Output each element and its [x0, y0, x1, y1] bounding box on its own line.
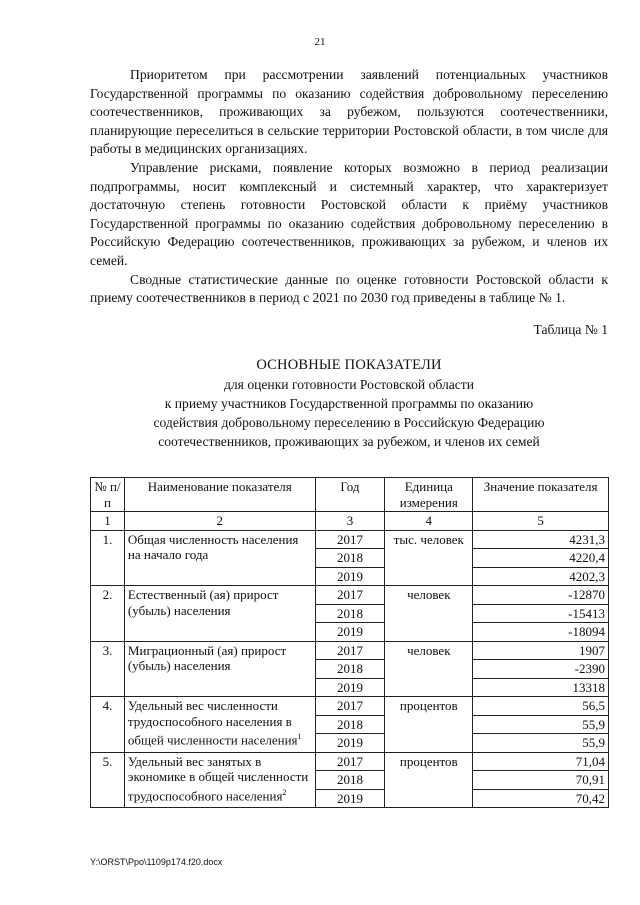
value-cell: 70,91: [473, 771, 609, 790]
column-number: 4: [385, 512, 473, 531]
year-cell: 2018: [315, 604, 385, 623]
indicator-name-cell: [124, 586, 315, 642]
table-row: [91, 530, 609, 549]
indicator-name-cell: [124, 530, 315, 586]
value-cell: 56,5: [473, 697, 609, 716]
value-cell: 55,9: [473, 734, 609, 753]
column-number: 2: [124, 512, 315, 531]
value-cell: 13318: [473, 678, 609, 697]
row-number: 3.: [91, 641, 125, 697]
table-label: Таблица № 1: [533, 322, 608, 337]
row-number: 1.: [91, 530, 125, 586]
indicator-name: Общая численность населения на начало года: [127, 531, 299, 562]
table-row: [91, 641, 609, 660]
year-cell: 2018: [315, 715, 385, 734]
column-number: 3: [315, 512, 385, 531]
value-cell: 55,9: [473, 715, 609, 734]
unit-cell: человек: [385, 586, 473, 642]
value-cell: 4220,4: [473, 549, 609, 568]
value-cell: -12870: [473, 586, 609, 605]
header-num: № п/п: [91, 478, 125, 512]
indicators-table: [90, 477, 609, 808]
year-cell: 2017: [315, 697, 385, 716]
heading-line: для оценки готовности Ростовской области: [223, 377, 475, 392]
body-text: [90, 66, 608, 308]
indicator-name: Удельный вес численности трудоспособного населения в общей численности населения: [127, 698, 298, 748]
unit-cell: процентов: [385, 697, 473, 753]
indicator-name-cell: [124, 641, 315, 697]
table-row: [91, 697, 609, 716]
value-cell: 71,04: [473, 752, 609, 771]
heading-line: к приему участников Государственной программы по оказанию: [164, 396, 534, 411]
year-cell: 2019: [315, 678, 385, 697]
value-cell: 4202,3: [473, 567, 609, 586]
row-number: 5.: [91, 752, 125, 808]
table-row: [91, 752, 609, 771]
heading-line: содействия добровольному переселению в Российскую Федерацию: [153, 415, 545, 430]
value-cell: 4231,3: [473, 530, 609, 549]
row-number: 2.: [91, 586, 125, 642]
header-year: Год: [315, 478, 385, 512]
paragraph: Приоритетом при рассмотрении заявлений потенциальных участников Государственной программы по оказанию содействия добровольному переселению соотечественников, проживающих за рубежом, пользуются соотечественники, планирующие переселиться в сельские территории Ростовской области, в том числе для работы в медицинских организациях.: [90, 67, 608, 157]
year-cell: 2018: [315, 660, 385, 679]
year-cell: 2017: [315, 641, 385, 660]
header-name: Наименование показателя: [124, 478, 315, 512]
page-number: 21: [314, 36, 326, 48]
table-heading: [90, 356, 608, 451]
unit-cell: человек: [385, 641, 473, 697]
year-cell: 2019: [315, 623, 385, 642]
year-cell: 2017: [315, 530, 385, 549]
year-cell: 2018: [315, 771, 385, 790]
row-number: 4.: [91, 697, 125, 753]
column-number: 1: [91, 512, 125, 531]
table-body: [91, 530, 609, 808]
value-cell: -18094: [473, 623, 609, 642]
indicator-name: Миграционный (ая) прирост (убыль) населения: [127, 642, 287, 673]
header-value: Значение показателя: [473, 478, 609, 512]
file-path-footer: Y:\ORST\Ppo\1109p174.f20.docx: [90, 857, 223, 867]
year-cell: 2019: [315, 567, 385, 586]
year-cell: 2017: [315, 752, 385, 771]
paragraph: Сводные статистические данные по оценке готовности Ростовской области к приему соотечественников в период с 2021 по 2030 год приведены в таблице № 1.: [90, 271, 608, 306]
value-cell: 70,42: [473, 789, 609, 808]
year-cell: 2019: [315, 734, 385, 753]
indicator-name: Естественный (ая) прирост (убыль) населения: [127, 587, 279, 618]
table-row: [91, 586, 609, 605]
value-cell: -15413: [473, 604, 609, 623]
header-unit: Единица измерения: [385, 478, 473, 512]
indicator-name: Удельный вес занятых в экономике в общей численности трудоспособного населения: [127, 753, 309, 803]
value-cell: 1907: [473, 641, 609, 660]
year-cell: 2019: [315, 789, 385, 808]
year-cell: 2017: [315, 586, 385, 605]
year-cell: 2018: [315, 549, 385, 568]
heading-title: ОСНОВНЫЕ ПОКАЗАТЕЛИ: [256, 357, 442, 373]
footnote-mark: 1: [297, 732, 302, 741]
paragraph: Управление рисками, появление которых возможно в период реализации подпрограммы, носит комплексный и системный характер, что характеризует достаточную степень готовности Ростовской области к приёму участников Государственной программы по оказанию содействия добровольному переселению в Российскую Федерацию соотечественников, проживающих за рубежом, и членов их семей.: [90, 159, 608, 268]
indicator-name-cell: [124, 697, 315, 753]
unit-cell: процентов: [385, 752, 473, 808]
column-number: 5: [473, 512, 609, 531]
unit-cell: тыс. человек: [385, 530, 473, 586]
heading-line: соотечественников, проживающих за рубежом, и членов их семей: [158, 434, 540, 449]
table-header-row: [91, 478, 609, 512]
indicator-name-cell: [124, 752, 315, 808]
value-cell: -2390: [473, 660, 609, 679]
footnote-mark: 2: [282, 787, 287, 797]
column-number-row: [91, 512, 609, 531]
